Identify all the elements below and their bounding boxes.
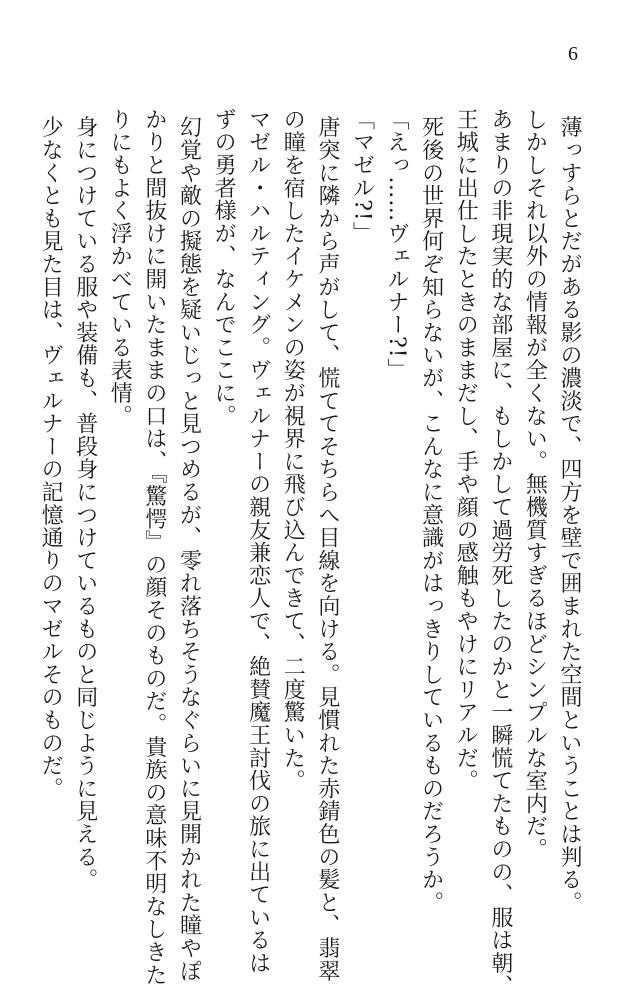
text-line: 薄っすらとだがある影の濃淡で、四方を壁で囲まれた空間ということは判る。	[557, 108, 582, 914]
text-line: かりと間抜けに開いたままの口は、『驚愕』の顔そのものだ。貴族の意味不明なしきた	[141, 108, 167, 987]
text-line: 「えっ……ヴェルナー?!」	[384, 108, 410, 382]
text-line: しかしそれ以外の情報が全くない。無機質すぎるほどシンプルな室内だ。	[522, 108, 548, 861]
text-line: 幻覚や敵の擬態を疑いじっと見つめるが、零れ落ちそうなぐらいに見開かれた瞳やぽ	[176, 108, 202, 983]
text-line: マゼル・ハルティング。ヴェルナーの親友兼恋人で、絶賛魔王討伐の旅に出ているは	[245, 108, 271, 975]
text-line: りにもよく浮かべている表情。	[107, 108, 133, 428]
page-number: 6	[568, 43, 578, 65]
text-line: 死後の世界何ぞ知らないが、こんなに意識がはっきりしているものだろうか。	[418, 108, 444, 914]
text-line: 王城に出仕したときのままだし、手や顔の感触もやけにリアルだ。	[453, 108, 479, 792]
text-line: あまりの非現実的な部屋に、もしかして過労死したのかと一瞬慌てたものの、服は朝、	[487, 108, 513, 997]
text-line: 「マゼル?!」	[349, 108, 375, 245]
text-line: の瞳を宿したイケメンの姿が視界に飛び込んできて、二度驚いた。	[280, 108, 306, 792]
text-line: 唐突に隣から声がして、慌ててそちらへ目線を向ける。見慣れた赤錆色の髪と、翡翠	[314, 108, 340, 983]
text-line: 少なくとも見た目は、ヴェルナーの記憶通りのマゼルそのものだ。	[38, 108, 64, 800]
text-line: 身につけている服や装備も、普段身につけているものと同じように見える。	[72, 108, 98, 891]
vertical-body-text	[38, 108, 586, 997]
text-line: ずの勇者様が、なんでここに。	[211, 108, 237, 428]
